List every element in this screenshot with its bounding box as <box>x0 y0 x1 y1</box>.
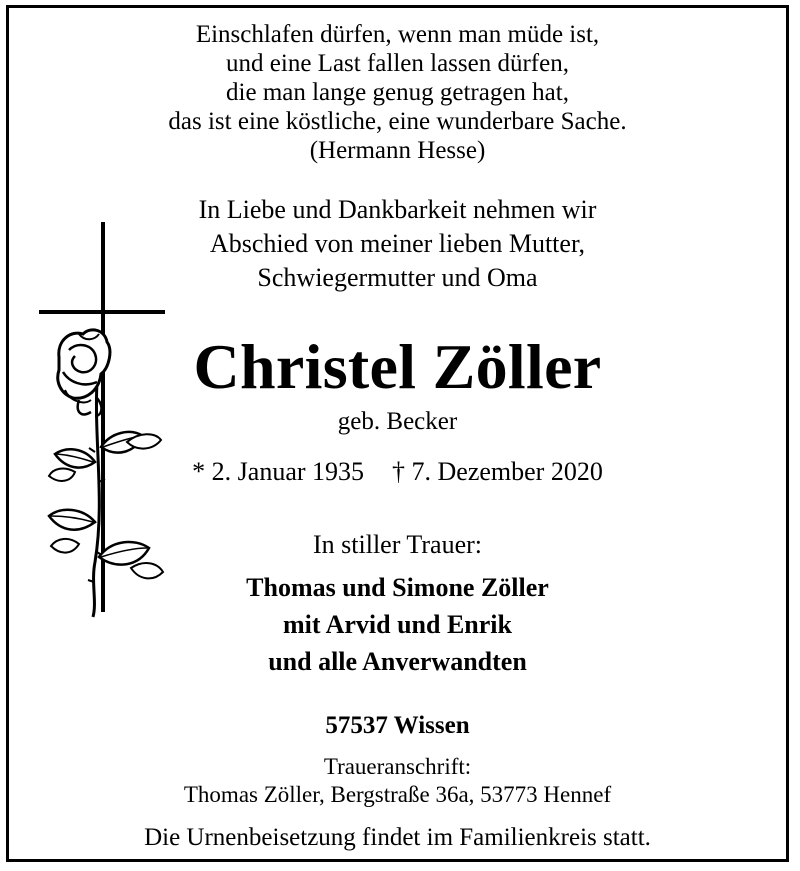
poem-line: das ist eine köstliche, eine wunderbare Sache. <box>168 108 627 135</box>
address-value: Thomas Zöller, Bergstraße 36a, 53773 Hennef <box>183 782 612 807</box>
mourner-line: Thomas und Simone Zöller <box>246 573 549 602</box>
address-label: Traueranschrift: <box>323 754 472 779</box>
poem-line: Einschlafen dürfen, wenn man müde ist, <box>195 21 600 48</box>
death-date: † 7. Dezember 2020 <box>392 457 603 486</box>
location: 57537 Wissen <box>325 712 470 739</box>
mourning-heading: In stiller Trauer: <box>313 530 482 559</box>
birth-date: * 2. Januar 1935 <box>192 457 365 486</box>
deceased-name: Christel Zöller <box>193 331 602 402</box>
intro-line: Schwiegermutter und Oma <box>257 263 538 292</box>
mourner-line: mit Arvid und Enrik <box>282 610 512 639</box>
poem-author: (Hermann Hesse) <box>309 137 486 164</box>
intro-line: In Liebe und Dankbarkeit nehmen wir <box>198 195 597 224</box>
intro-line: Abschied von meiner lieben Mutter, <box>209 229 586 258</box>
poem-line: die man lange genug getragen hat, <box>226 79 569 106</box>
poem-line: und eine Last fallen lassen dürfen, <box>226 50 569 77</box>
obituary-notice <box>6 5 789 862</box>
birth-name: geb. Becker <box>337 408 458 435</box>
mourner-line: und alle Anverwandten <box>268 647 527 676</box>
closing-note: Die Urnenbeisetzung findet im Familienkreis statt. <box>144 824 651 851</box>
life-dates <box>9 457 786 487</box>
